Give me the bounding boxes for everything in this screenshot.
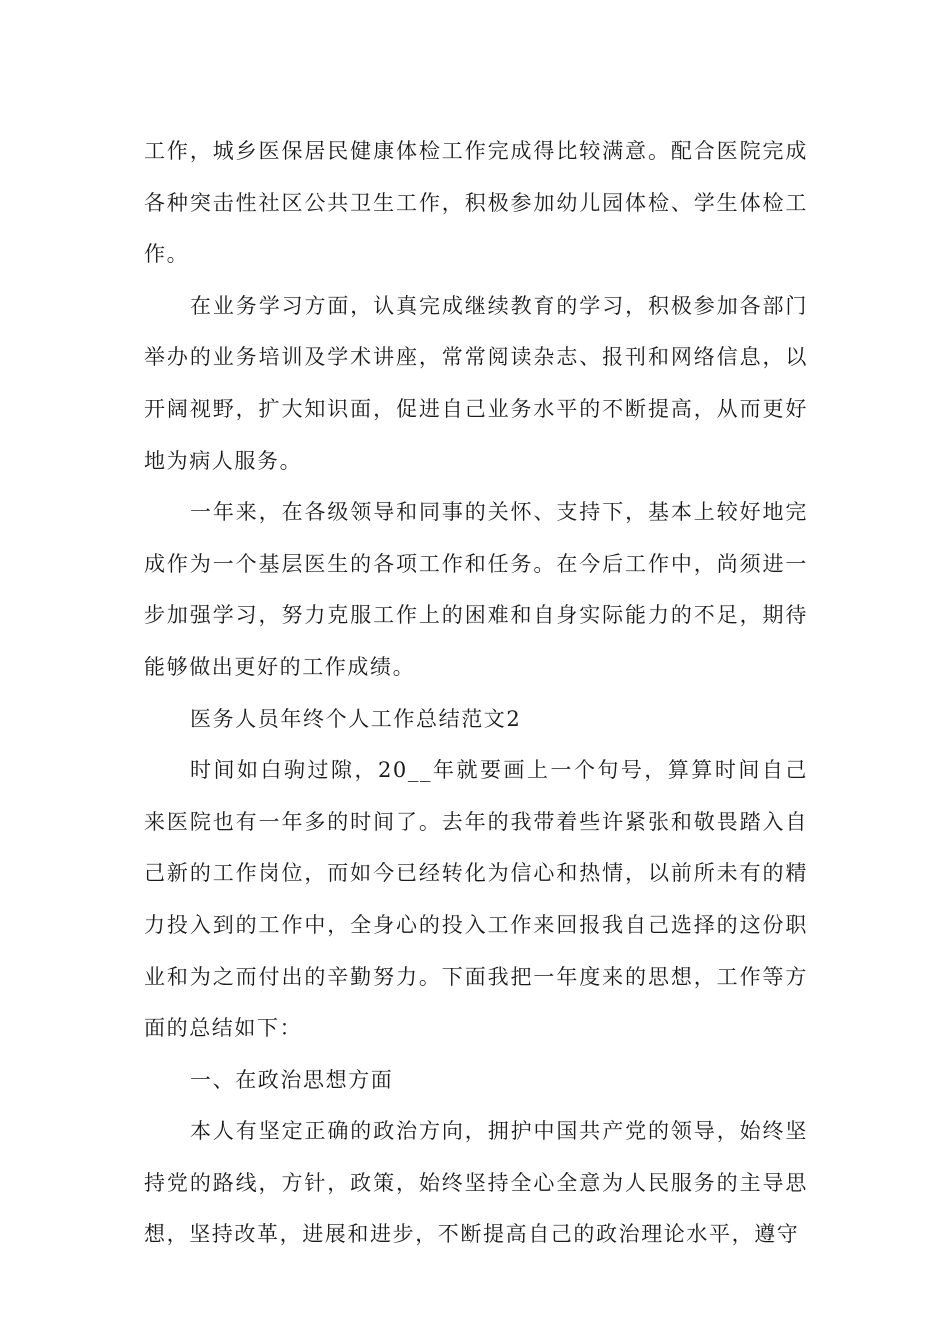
paragraph-business-study: 在业务学习方面，认真完成继续教育的学习，积极参加各部门举办的业务培训及学术讲座，常常阅读杂志、报刊和网络信息，以开阔视野，扩大知识面，促进自己业务水平的不断提高，从而更好地为病人服务。 (144, 293, 808, 473)
document-body (144, 126, 808, 1261)
paragraph-continuation: 工作，城乡医保居民健康体检工作完成得比较满意。配合医院完成各种突击性社区公共卫生工作，积极参加幼儿园体检、学生体检工作。 (144, 139, 808, 267)
paragraph-year-summary: 一年来，在各级领导和同事的关怀、支持下，基本上较好地完成作为一个基层医生的各项工作和任务。在今后工作中，尚须进一步加强学习，努力克服工作上的困难和自身实际能力的不足，期待能够做出更好的工作成绩。 (144, 500, 808, 679)
section-heading-political-thought: 一、在政治思想方面 (190, 1067, 394, 1092)
section-heading-example-2: 医务人员年终个人工作总结范文2 (190, 706, 522, 731)
paragraph-political-thought: 本人有坚定正确的政治方向，拥护中国共产党的领导，始终坚持党的路线，方针，政策，始终坚持全心全意为人民服务的主导思想，坚持改革，进展和进步，不断提高自己的政治理论水平，遵守 (144, 1119, 808, 1247)
paragraph-introduction: 时间如白驹过隙，20__年就要画上一个句号，算算时间自己来医院也有一年多的时间了。去年的我带着些许紧张和敬畏踏入自己新的工作岗位，而如今已经转化为信心和热情，以前所未有的精力投入到的工作中，全身心的投入工作来回报我自己选择的这份职业和为之而付出的辛勤努力。下面我把一年度来的思想，工作等方面的总结如下： (144, 758, 808, 1041)
